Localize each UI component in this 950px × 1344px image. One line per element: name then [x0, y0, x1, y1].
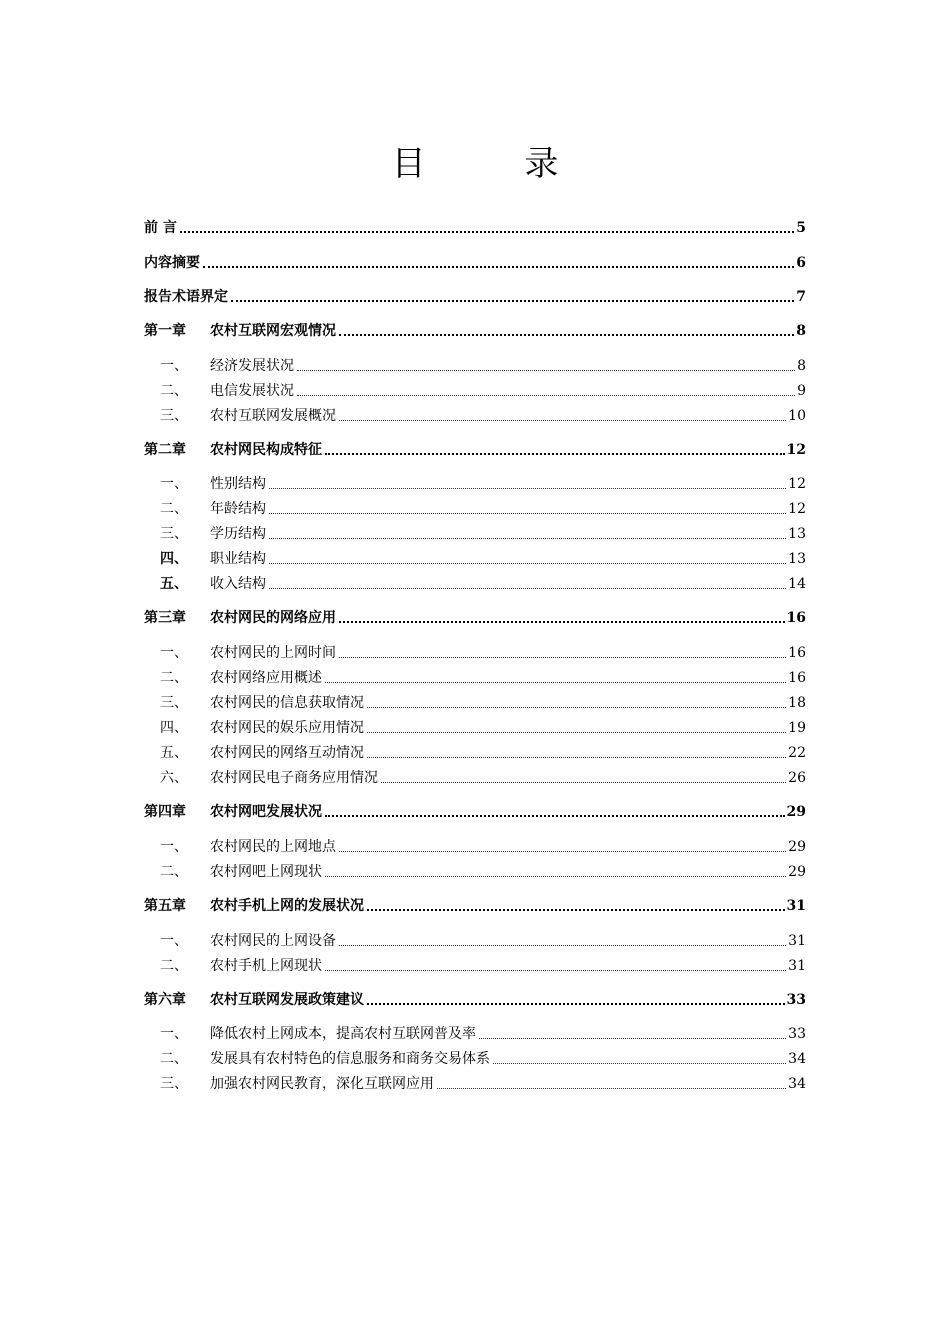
toc-entry-page-number: 19	[788, 720, 806, 736]
dot-leader	[325, 453, 785, 455]
toc-entry-label: 报告术语界定	[144, 289, 228, 305]
dot-leader	[381, 782, 786, 783]
dot-leader	[339, 420, 786, 421]
toc-entry-number: 二、	[160, 670, 188, 686]
toc-entry-section[interactable]	[144, 496, 806, 518]
toc-entry-page-number: 33	[788, 1026, 806, 1042]
dot-leader	[269, 563, 786, 564]
toc-entry-label: 发展具有农村特色的信息服务和商务交易体系	[210, 1051, 490, 1067]
toc-entry-label: 农村网民的信息获取情况	[210, 695, 364, 711]
toc-entry-label: 加强农村网民教育，深化互联网应用	[210, 1076, 434, 1092]
dot-leader	[231, 300, 794, 302]
toc-entry-label: 农村网民构成特征	[210, 442, 322, 458]
toc-entry-label: 农村网民的网络应用	[210, 610, 336, 626]
toc-entry-page-number: 14	[788, 576, 806, 592]
toc-entry-page-number: 29	[786, 804, 806, 820]
toc-entry-number: 二、	[160, 501, 188, 517]
dot-leader	[367, 732, 786, 733]
toc-entry-section[interactable]	[144, 1046, 806, 1068]
toc-entry-number: 一、	[160, 839, 188, 855]
toc-entry-label: 农村网吧发展状况	[210, 804, 322, 820]
toc-entry-page-number: 7	[796, 289, 806, 305]
toc-entry-section[interactable]	[144, 640, 806, 662]
dot-leader	[339, 851, 786, 852]
toc-entry-label: 农村网民的娱乐应用情况	[210, 720, 364, 736]
toc-entry-chapter[interactable]	[144, 605, 806, 627]
toc-entry-section[interactable]	[144, 1021, 806, 1043]
toc-entry-label: 降低农村上网成本，提高农村互联网普及率	[210, 1026, 476, 1042]
toc-entry-number: 第二章	[144, 442, 186, 458]
toc-entry-page-number: 31	[788, 958, 806, 974]
toc-entry-section[interactable]	[144, 715, 806, 737]
dot-leader	[493, 1063, 786, 1064]
toc-entry-number: 六、	[160, 770, 188, 786]
toc-entry-number: 二、	[160, 1051, 188, 1067]
toc-entry-top[interactable]	[144, 215, 806, 237]
dot-leader	[479, 1038, 786, 1039]
toc-entry-page-number: 8	[797, 358, 806, 374]
toc-entry-page-number: 31	[788, 933, 806, 949]
toc-entry-number: 一、	[160, 1026, 188, 1042]
dot-leader	[325, 970, 786, 971]
toc-entry-label: 农村网民的网络互动情况	[210, 745, 364, 761]
toc-entry-number: 三、	[160, 695, 188, 711]
dot-leader	[339, 945, 786, 946]
dot-leader	[297, 370, 795, 371]
dot-leader	[339, 334, 794, 336]
toc-entry-label: 农村网民的上网地点	[210, 839, 336, 855]
toc-entry-page-number: 29	[788, 864, 806, 880]
toc-entry-chapter[interactable]	[144, 799, 806, 821]
toc-entry-number: 第一章	[144, 323, 186, 339]
toc-entry-label: 农村互联网宏观情况	[210, 323, 336, 339]
toc-entry-section[interactable]	[144, 665, 806, 687]
toc-entry-section[interactable]	[144, 546, 806, 568]
toc-entry-page-number: 16	[788, 670, 806, 686]
toc-entry-number: 一、	[160, 358, 188, 374]
toc-entry-label: 收入结构	[210, 576, 266, 592]
toc-entry-page-number: 31	[786, 898, 806, 914]
dot-leader	[437, 1088, 786, 1089]
toc-entry-label: 农村网民的上网时间	[210, 645, 336, 661]
toc-entry-section[interactable]	[144, 928, 806, 950]
toc-entry-number: 二、	[160, 958, 188, 974]
page-title: 目 录	[391, 144, 603, 184]
toc-entry-page-number: 34	[788, 1051, 806, 1067]
toc-entry-number: 三、	[160, 526, 188, 542]
toc-entry-page-number: 18	[788, 695, 806, 711]
toc-entry-label: 农村互联网发展概况	[210, 408, 336, 424]
dot-leader	[325, 815, 785, 817]
toc-entry-number: 一、	[160, 476, 188, 492]
toc-entry-page-number: 13	[788, 526, 806, 542]
toc-entry-top[interactable]	[144, 284, 806, 306]
toc-entry-number: 第四章	[144, 804, 186, 820]
toc-entry-section[interactable]	[144, 834, 806, 856]
toc-entry-page-number: 12	[788, 501, 806, 517]
toc-entry-number: 四、	[160, 551, 188, 567]
toc-entry-page-number: 10	[788, 408, 806, 424]
dot-leader	[339, 657, 786, 658]
toc-entry-label: 职业结构	[210, 551, 266, 567]
toc-entry-label: 农村互联网发展政策建议	[210, 992, 364, 1008]
dot-leader	[367, 1003, 785, 1005]
dot-leader	[367, 909, 785, 911]
toc-entry-number: 五、	[160, 745, 188, 761]
toc-entry-label: 年龄结构	[210, 501, 266, 517]
toc-entry-label: 经济发展状况	[210, 358, 294, 374]
dot-leader	[297, 395, 795, 396]
toc-entry-chapter[interactable]	[144, 987, 806, 1009]
dot-leader	[339, 621, 785, 623]
toc-entry-section[interactable]	[144, 859, 806, 881]
toc-entry-page-number: 13	[788, 551, 806, 567]
toc-entry-number: 五、	[160, 576, 188, 592]
toc-entry-number: 二、	[160, 383, 188, 399]
toc-entry-page-number: 8	[796, 323, 806, 339]
toc-entry-section[interactable]	[144, 353, 806, 375]
toc-entry-section[interactable]	[144, 571, 806, 593]
toc-entry-section[interactable]	[144, 1071, 806, 1093]
toc-entry-page-number: 33	[786, 992, 806, 1008]
toc-entry-page-number: 6	[796, 255, 806, 271]
toc-entry-section[interactable]	[144, 690, 806, 712]
dot-leader	[269, 588, 786, 589]
toc-entry-page-number: 22	[788, 745, 806, 761]
toc-entry-page-number: 12	[788, 476, 806, 492]
toc-entry-number: 一、	[160, 645, 188, 661]
dot-leader	[367, 707, 786, 708]
dot-leader	[325, 876, 786, 877]
toc-entry-section[interactable]	[144, 953, 806, 975]
toc-entry-page-number: 9	[797, 383, 806, 399]
dot-leader	[269, 513, 786, 514]
toc-entry-page-number: 12	[786, 442, 806, 458]
toc-entry-chapter[interactable]	[144, 893, 806, 915]
toc-entry-page-number: 16	[788, 645, 806, 661]
toc-entry-section[interactable]	[144, 521, 806, 543]
toc-entry-label: 农村网络应用概述	[210, 670, 322, 686]
toc-entry-label: 农村手机上网现状	[210, 958, 322, 974]
toc-entry-label: 农村网吧上网现状	[210, 864, 322, 880]
toc-entry-section[interactable]	[144, 403, 806, 425]
toc-entry-page-number: 16	[786, 610, 806, 626]
toc-entry-label: 电信发展状况	[210, 383, 294, 399]
toc-entry-section[interactable]	[144, 378, 806, 400]
toc-entry-number: 二、	[160, 864, 188, 880]
dot-leader	[269, 488, 786, 489]
toc-entry-number: 第五章	[144, 898, 186, 914]
toc-entry-page-number: 5	[796, 220, 806, 236]
toc-entry-number: 第三章	[144, 610, 186, 626]
dot-leader	[325, 682, 786, 683]
toc-entry-label: 学历结构	[210, 526, 266, 542]
toc-entry-number: 三、	[160, 1076, 188, 1092]
toc-entry-chapter[interactable]	[144, 437, 806, 459]
toc-entry-number: 一、	[160, 933, 188, 949]
dot-leader	[269, 538, 786, 539]
toc-entry-page-number: 34	[788, 1076, 806, 1092]
toc-entry-label: 农村手机上网的发展状况	[210, 898, 364, 914]
toc-entry-section[interactable]	[144, 740, 806, 762]
toc-entry-label: 农村网民电子商务应用情况	[210, 770, 378, 786]
toc-entry-number: 四、	[160, 720, 188, 736]
toc-entry-label: 农村网民的上网设备	[210, 933, 336, 949]
toc-entry-page-number: 26	[788, 770, 806, 786]
toc-entry-number: 第六章	[144, 992, 186, 1008]
toc-entry-section[interactable]	[144, 765, 806, 787]
toc-entry-label: 内容摘要	[144, 255, 200, 271]
toc-entry-number: 三、	[160, 408, 188, 424]
toc-entry-page-number: 29	[788, 839, 806, 855]
toc-entry-section[interactable]	[144, 471, 806, 493]
dot-leader	[367, 757, 786, 758]
dot-leader	[203, 266, 794, 268]
toc-entry-label: 前 言	[144, 220, 177, 236]
toc-entry-chapter[interactable]	[144, 318, 806, 340]
dot-leader	[180, 231, 794, 233]
toc-entry-label: 性别结构	[210, 476, 266, 492]
toc-entry-top[interactable]	[144, 250, 806, 272]
